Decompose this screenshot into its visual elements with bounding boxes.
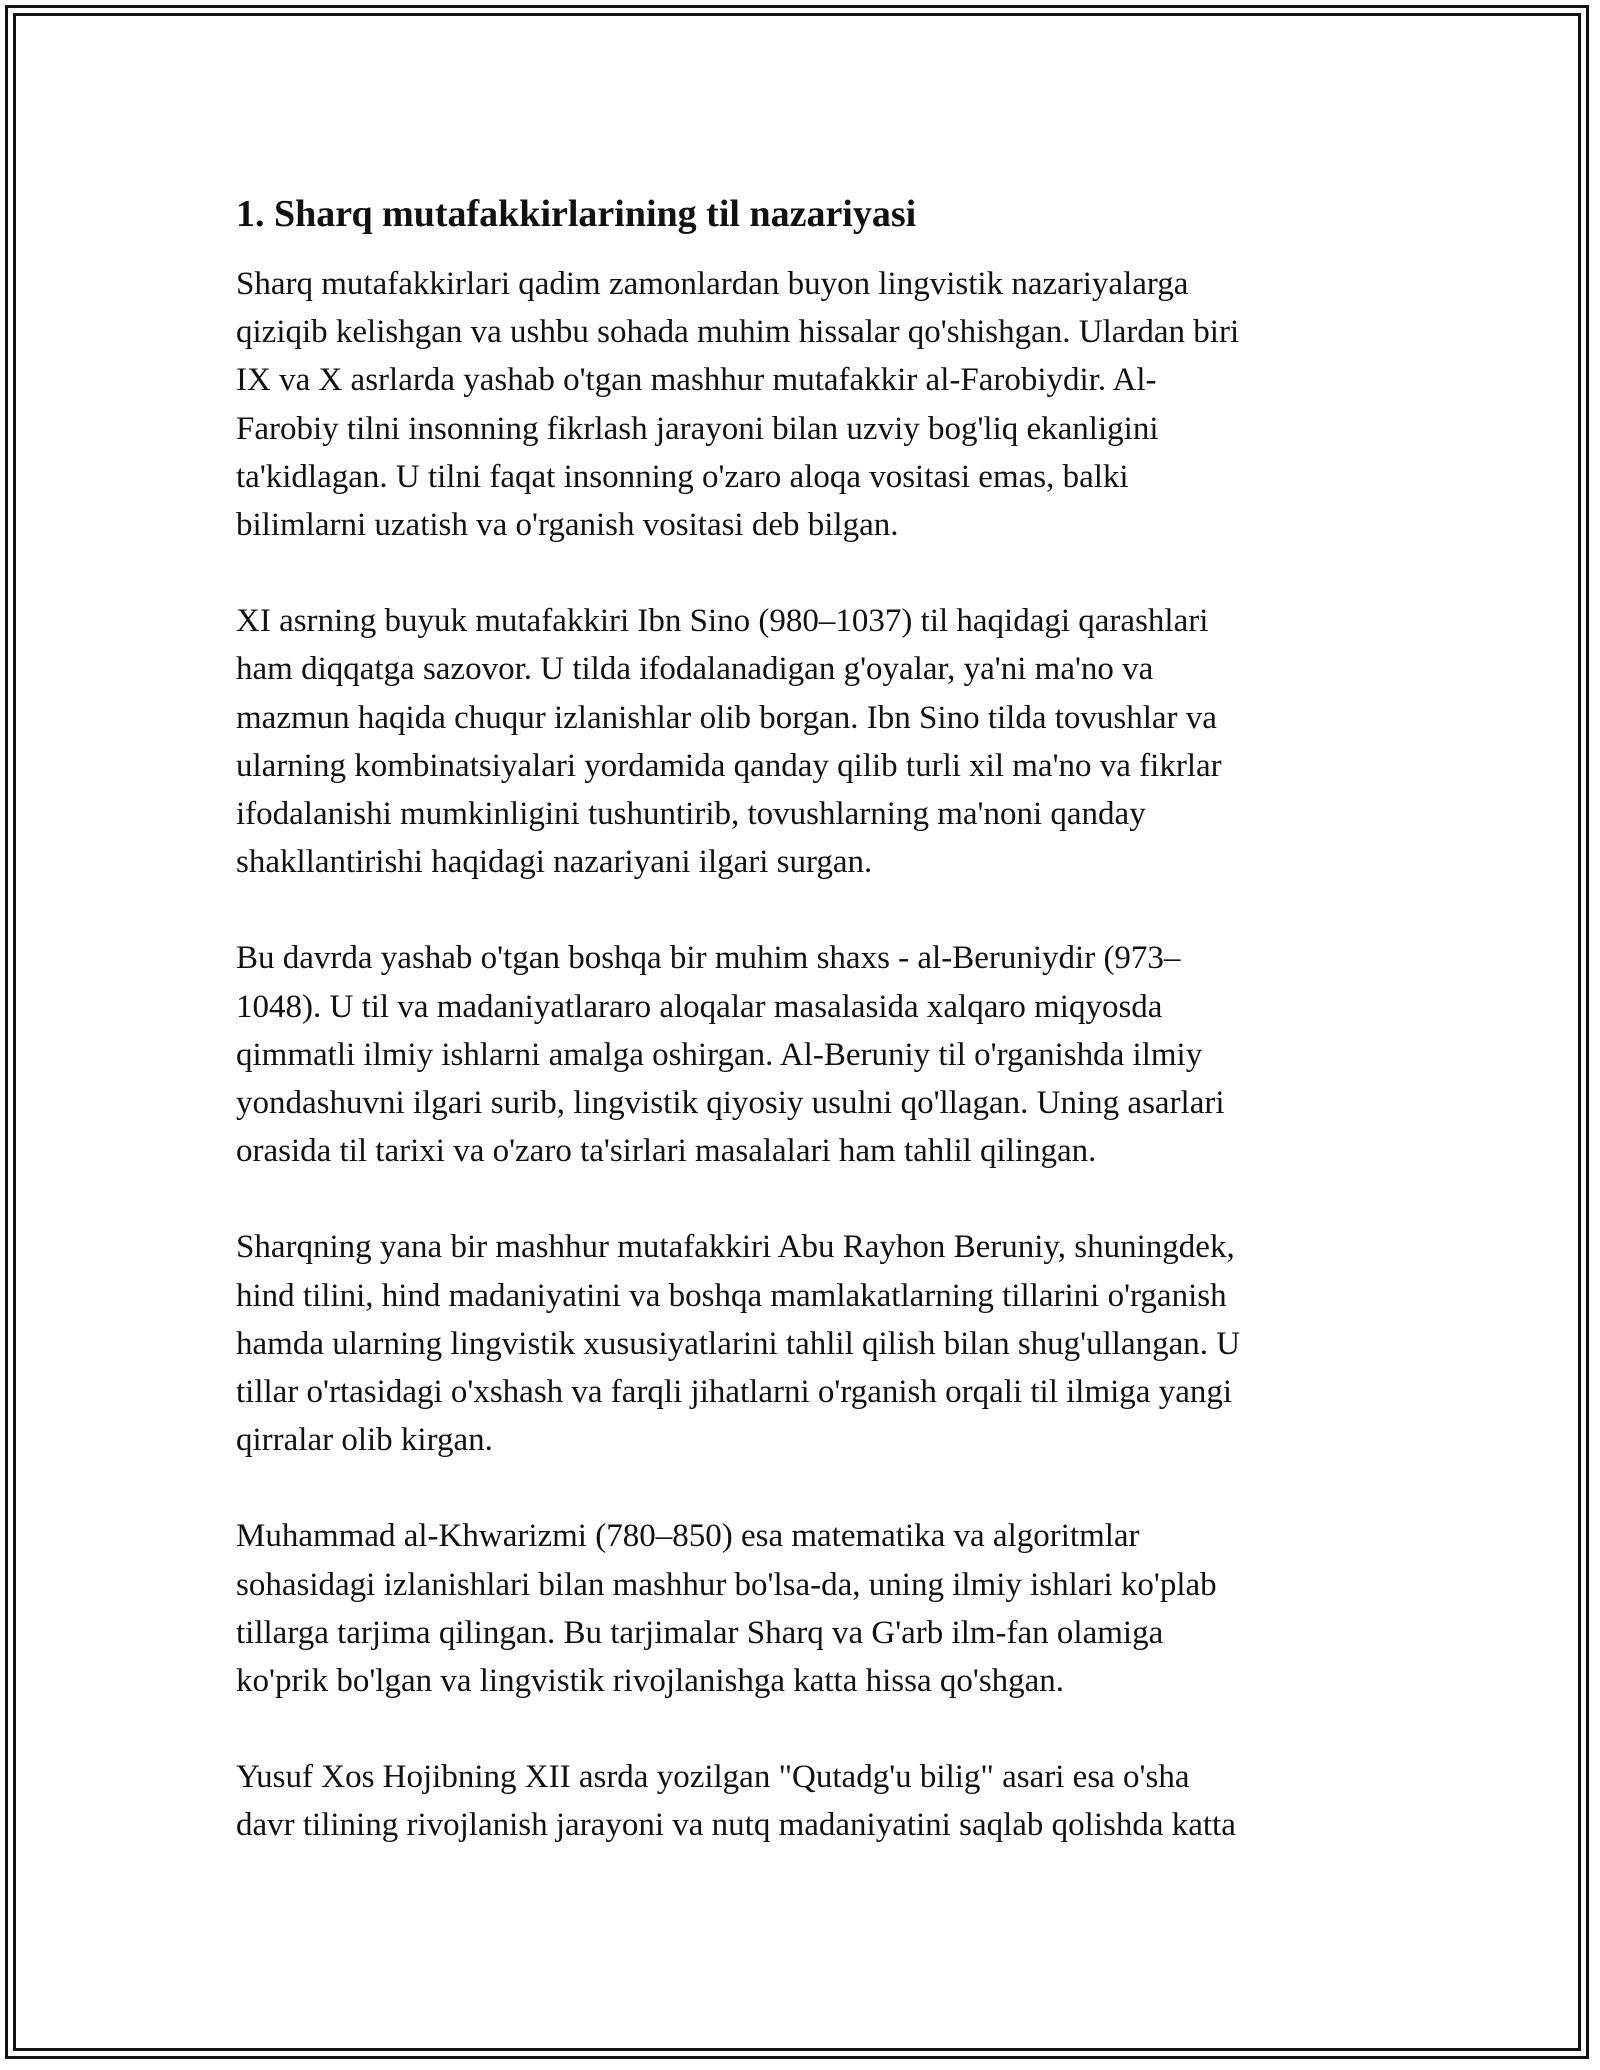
paragraph-abu-rayhon-beruniy: Sharqning yana bir mashhur mutafakkiri Abu Rayhon Beruniy, shuningdek, hind tilini, hind madaniyatini va boshqa mamlakatlarning tillarini o'rganish hamda ularning lingvistik xususiyatlarini tahlil qilish bilan shug'ullangan. U tillar o'rtasidagi o'xshash va farqli jihatlarni o'rganish orqali til ilmiga yangi qirralar olib kirgan.: [236, 1229, 1241, 1459]
section-heading: 1. Sharq mutafakkirlarining til nazariyasi: [236, 193, 917, 235]
paragraph-al-beruniy: Bu davrda yashab o'tgan boshqa bir muhim shaxs - al-Beruniydir (973– 1048). U til va madaniyatlararo aloqalar masalasida xalqaro miqyosda qimmatli ilmiy ishlarni amalga oshirgan. Al-Beruniy til o'rganishda ilmiy yondashuvni ilgari surib, lingvistik qiyosiy usulni qo'llagan. Uning asarlari orasida til tarixi va o'zaro ta'sirlari masalalari ham tahlil qilingan.: [236, 940, 1225, 1170]
paragraph-al-farobiy: Sharq mutafakkirlari qadim zamonlardan buyon lingvistik nazariyalarga qiziqib kelishgan va ushbu sohada muhim hissalar qo'shishgan. Ulardan biri IX va X asrlarda yashab o'tgan mashhur mutafakkir al-Farobiydir. Al- Farobiy tilni insonning fikrlash jarayoni bilan uzviy bog'liq ekanligini ta'kidlagan. U tilni faqat insonning o'zaro aloqa vositasi emas, balki bilimlarni uzatish va o'rganish vositasi deb bilgan.: [236, 266, 1240, 544]
paragraph-ibn-sino: XI asrning buyuk mutafakkiri Ibn Sino (980–1037) til haqidagi qarashlari ham diqqatga sazovor. U tilda ifodalanadigan g'oyalar, ya'ni ma'no va mazmun haqida chuqur izlanishlar olib borgan. Ibn Sino tilda tovushlar va ularning kombinatsiyalari yordamida qanday qilib turli xil ma'no va fikrlar ifodalanishi mumkinligini tushuntirib, tovushlarning ma'noni qanday shakllantirishi haqidagi nazariyani ilgari surgan.: [236, 603, 1222, 881]
paragraph-yusuf-xos-hojib: Yusuf Xos Hojibning XII asrda yozilgan "Qutadg'u bilig" asari esa o'sha davr tilining rivojlanish jarayoni va nutq madaniyatini saqlab qolishda katta: [236, 1759, 1236, 1844]
paragraph-al-khwarizmi: Muhammad al-Khwarizmi (780–850) esa matematika va algoritmlar sohasidagi izlanishlari bilan mashhur bo'lsa-da, uning ilmiy ishlari ko'plab tillarga tarjima qilingan. Bu tarjimalar Sharq va G'arb ilm-fan olamiga ko'prik bo'lgan va lingvistik rivojlanishga katta hissa qo'shgan.: [236, 1518, 1217, 1700]
document-page: [236, 188, 1356, 1850]
